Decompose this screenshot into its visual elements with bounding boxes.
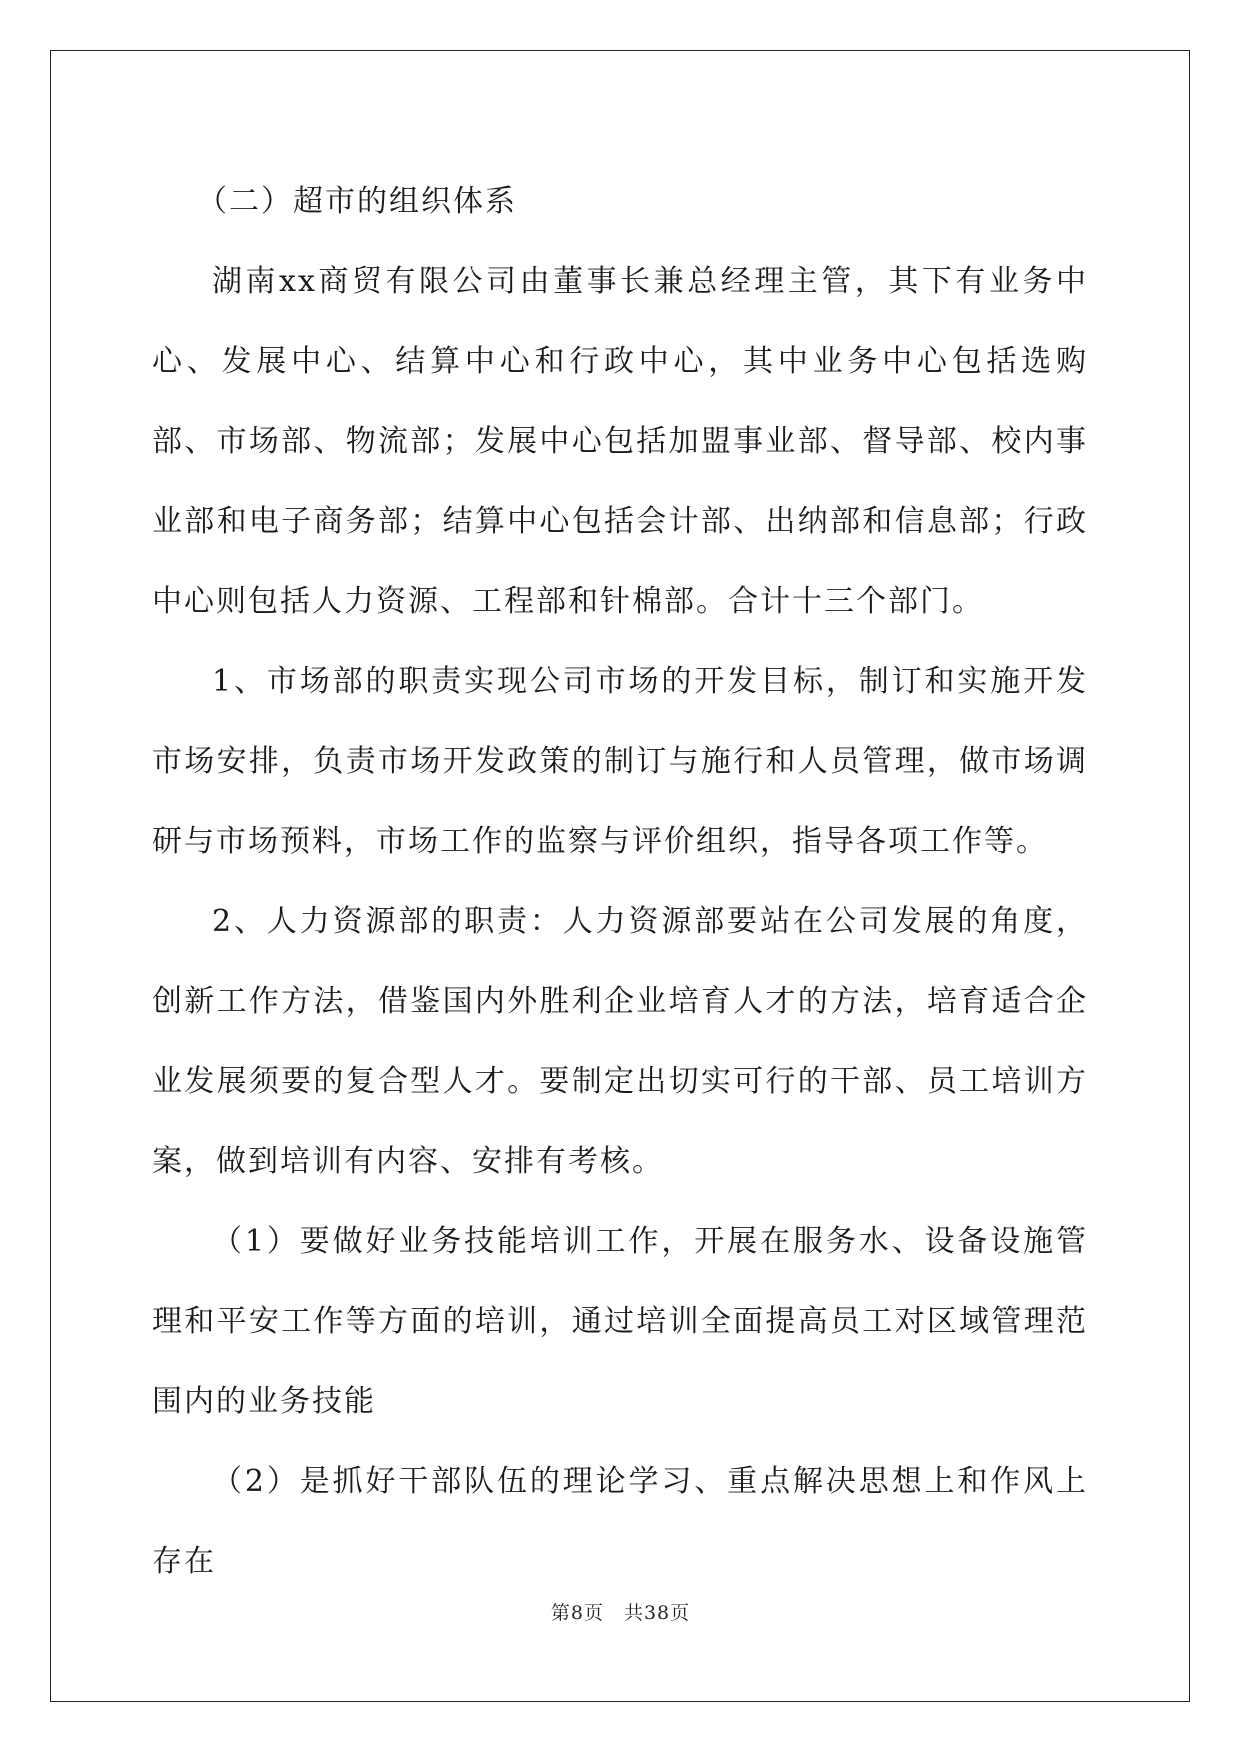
paragraph-market-department: 1、市场部的职责实现公司市场的开发目标，制订和实施开发市场安排，负责市场开发政策的制订与施行和人员管理，做市场调研与市场预料，市场工作的监察与评价组织，指导各项工作等。 xyxy=(152,664,1088,859)
page-footer xyxy=(0,1598,1241,1625)
section-heading: （二）超市的组织体系 xyxy=(197,184,517,219)
paragraph-cadre-study: （2）是抓好干部队伍的理论学习、重点解决思想上和作风上存在 xyxy=(152,1464,1088,1579)
paragraph-hr-department: 2、人力资源部的职责：人力资源部要站在公司发展的角度，创新工作方法，借鉴国内外胜利企业培育人才的方法，培育适合企业发展须要的复合型人才。要制定出切实可行的干部、员工培训方案，做到培训有内容、安排有考核。 xyxy=(152,904,1088,1179)
paragraph-skill-training: （1）要做好业务技能培训工作，开展在服务水、设备设施管理和平安工作等方面的培训，通过培训全面提高员工对区域管理范围内的业务技能 xyxy=(152,1224,1088,1419)
paragraph-organization: 湖南xx商贸有限公司由董事长兼总经理主管，其下有业务中心、发展中心、结算中心和行政中心，其中业务中心包括选购 部、市场部、物流部；发展中心包括加盟事业部、督导部、校内事业部和电子商务部；结算中心包括会计部、出纳部和信息部；行政中心则包括人力资源、工程部和针棉部。合计十三个部门。 xyxy=(152,264,1088,619)
document-body xyxy=(152,162,1088,1602)
page-total: 共38页 xyxy=(623,1602,691,1624)
page-number: 第8页 xyxy=(550,1602,604,1624)
